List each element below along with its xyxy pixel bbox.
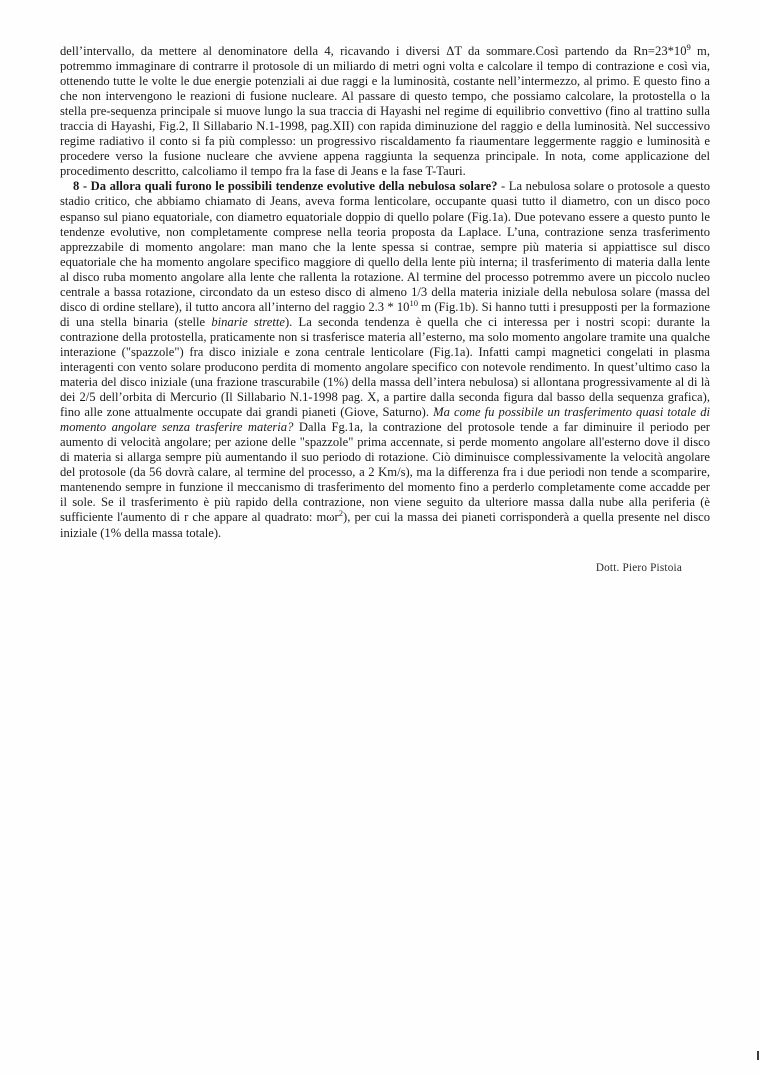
exponent: 9 bbox=[686, 41, 691, 52]
exponent: 2 bbox=[338, 508, 344, 519]
question-heading: 8 - Da allora quali furono le possibili tendenze evolutive della nebulosa solare? bbox=[73, 179, 498, 194]
document-body bbox=[60, 41, 710, 574]
text-run: Dalla Fg.1a, la contrazione del protosole tende a far diminuire il periodo per aumento di velocità angolare; per azione delle "spazzole" prima accennate, si perde momento angolare all'esterno dove il disco di materia si allarga sempre più aumentando il suo periodo di rotazione. Ciò diminuisce complessivamente la velocità angolare del protosole (da 56 dovrà calare, al termine del processo, a 2 Km/s), ma la differenza fra i due periodi non tende a scomparire, mantenendo sempre in funzione il meccanismo di trasferimento del momento fino a perderlo completamente come accadde per il sole. Se il trasferimento è più rapido della contrazione, non viene seguito da ulteriore massa dalla nube alla periferia (è sufficiente l'aumento di r che appare al quadrato: mωr bbox=[60, 420, 710, 525]
author-signature: Dott. Piero Pistoia bbox=[595, 561, 682, 574]
text-run: m (Fig.1b). Si hanno tutti i presupposti per la formazione di una stella binaria (stelle bbox=[60, 299, 710, 329]
emphasis-text: binarie strette bbox=[211, 314, 285, 329]
text-run: ), per cui la massa dei pianeti corrisponderà a quella presente nel disco iniziale (1% della massa totale). bbox=[60, 510, 710, 540]
exponent: 10 bbox=[409, 297, 419, 308]
text-run: ). La seconda tendenza è quella che ci interessa per i nostri scopi: durante la contrazione della protostella, praticamente non si trasferisce materia all’esterno, ma solo momento angolare tramite una qualche interazione ("spazzole") fra disco iniziale e zona centrale lenticolare (Fig.1a). Infatti campi magnetici congelati in plasma interagenti con vento solare producono perdita di momento angolare specifico con notevole rendimento. In quest’ultimo caso la materia del disco iniziale (una frazione trascurabile (1%) della massa dell’intera nebulosa) si allontana progressivamente al di là dei 2/5 dell’orbita di Mercurio (Il Sillabario N.1-1998 pag. X, a partire dalla seconda figura dal basso della sequenza grafica), fino alle zone attualmente occupate dai grandi pianeti (Giove, Saturno). bbox=[60, 314, 710, 420]
page-edge-mark bbox=[757, 1051, 759, 1060]
text-run: m, potremmo immaginare di contrarre il protosole di un miliardo di metri ogni volta e calcolare il tempo di contrazione e così via, ottenendo tutte le volte le due energie potenziali ai due raggi e la luminosità, costante nell’intermezzo, al primo. E questo fino a che non intervengono le reazioni di fusione nucleare. Al passare di questo tempo, che possiamo calcolare, la protostella o la stella pre-sequenza principale si muove lungo la sua traccia di Hayashi nel regime di equilibrio convettivo (fino al trattino sulla traccia di Hayashi, Fig.2, Il Sillabario N.1-1998, pag.XII) con rapida diminuzione del raggio e della luminosità. Nel successivo regime radiativo il conto si fa più complesso: un progressivo riscaldamento fa riaumentare leggermente raggio e luminosità e procedere verso la fusione nucleare che avviene appena raggiunta la sequenza principale. In nota, come applicazione del procedimento descritto, calcoliamo il tempo fra la fase di Jeans e la fase T-Tauri. bbox=[60, 44, 710, 179]
text-run: dell’intervallo, da mettere al denominatore della 4, ricavando i diversi ΔT da sommare.Così partendo da Rn=23*10 bbox=[60, 44, 687, 58]
paragraph-question-8 bbox=[60, 179, 710, 540]
text-run: - La nebulosa solare o protosole a questo stadio critico, che abbiamo chiamato di Jeans, aveva forma lenticolare, occupante quasi tutto il diametro, con un disco poco espanso sul piano equatoriale, con diametro equatoriale doppio di quello polare (Fig.1a). Due potevano essere a questo punto le tendenze evolutive, non completamente comprese nella teoria proposta da Laplace. L’una, contrazione senza trasferimento apprezzabile di momento angolare: man mano che la lente spessa si contrae, sempre più materia si appiattisce sul disco equatoriale che ha momento angolare specifico maggiore di quello della lente più interna; il trasferimento di materia dalla lente al disco ruba momento angolare alla lente che rallenta la rotazione. Al termine del processo potremmo avere un piccolo nucleo centrale a bassa rotazione, circondato da un esteso disco di almeno 1/3 della materia iniziale della nebulosa solare (massa del disco di ordine stellare), il tutto ancora all’interno del raggio 2.3 * 10 bbox=[60, 179, 710, 314]
paragraph-continuation bbox=[60, 41, 710, 179]
emphasis-text: Ma come fu possibile un trasferimento quasi totale di momento angolare senza trasferire materia? bbox=[60, 405, 710, 435]
